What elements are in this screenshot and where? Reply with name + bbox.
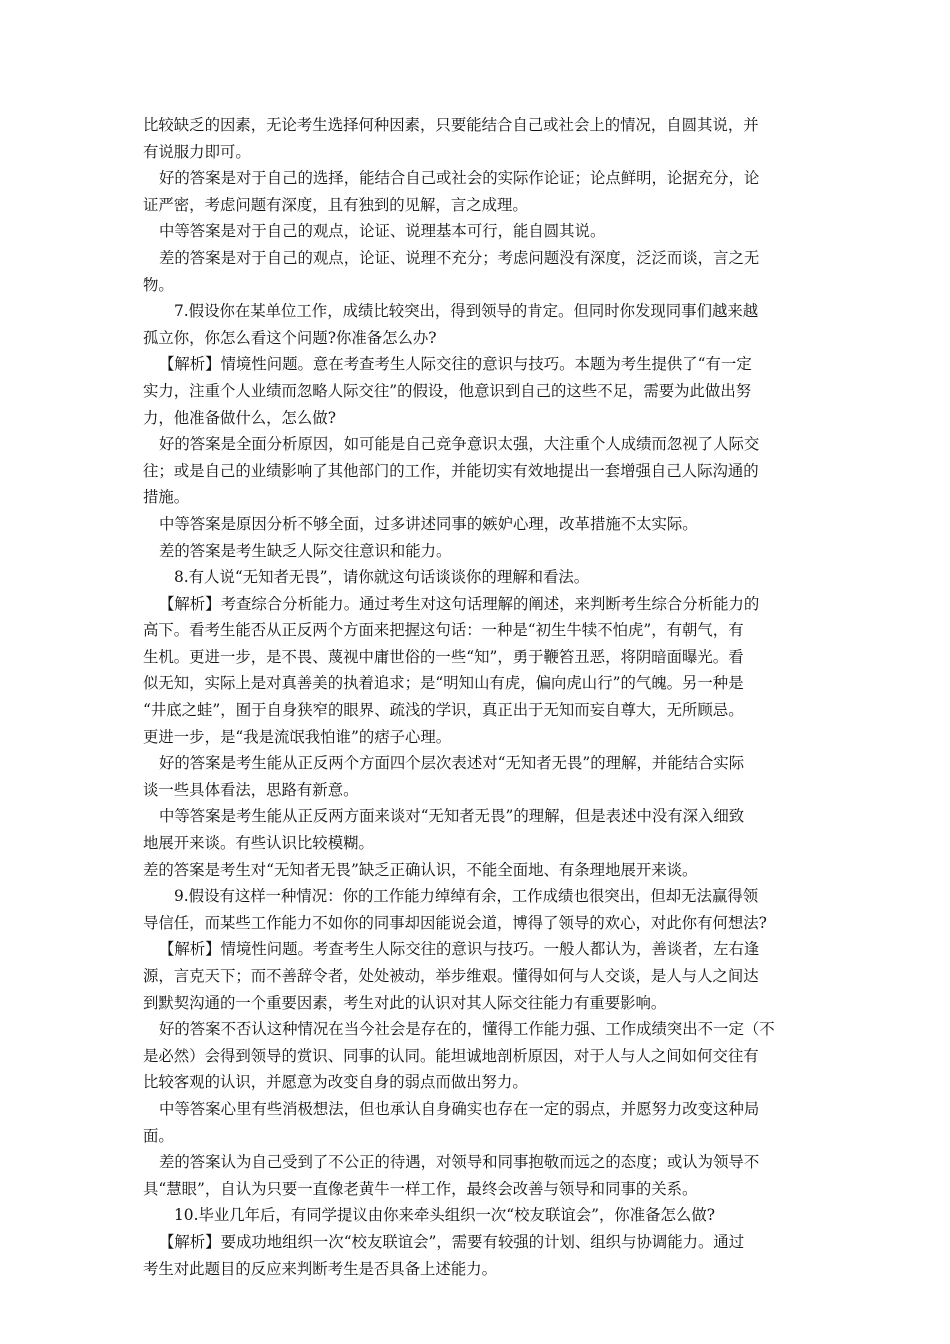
text-line: 生机。更进一步，是不畏、蔑视中庸世俗的一些“知”，勇于鞭笞丑恶，将阴暗面曝光。看 xyxy=(143,647,744,666)
text-line: 高下。看考生能否从正反两个方面来把握这句话：一种是“初生牛犊不怕虎”，有朝气，有 xyxy=(143,621,744,640)
text-line: 到默契沟通的一个重要因素，考生对此的认识对其人际交往能力有重要影响。 xyxy=(143,993,667,1012)
text-line: 好的答案不否认这种情况在当今社会是存在的，懂得工作能力强、工作成绩突出不一定（不 xyxy=(159,1020,775,1039)
text-line: 力，他准备做什么，怎么做? xyxy=(143,408,336,427)
text-line: 差的答案是对于自己的观点，论证、说理不充分；考虑问题没有深度，泛泛而谈，言之无 xyxy=(159,248,760,267)
text-line: 谈一些具体看法，思路有新意。 xyxy=(143,780,359,799)
text-line: 孤立你，你怎么看这个问题?你准备怎么办? xyxy=(143,328,437,347)
text-line: 比较缺乏的因素，无论考生选择何种因素，只要能结合自己或社会上的情况，自圆其说，并 xyxy=(143,116,759,134)
text-line: 10.毕业几年后，有同学提议由你来牵头组织一次“校友联谊会”，你准备怎么做? xyxy=(174,1206,715,1225)
text-line: 差的答案认为自己受到了不公正的待遇，对领导和同事抱敬而远之的态度；或认为领导不 xyxy=(159,1153,760,1172)
text-line: “井底之蛙”，囿于自身狭窄的眼界、疏浅的学识，真正出于无知而妄自尊大，无所顾忌。 xyxy=(143,701,744,720)
text-line: 8.有人说“无知者无畏”，请你就这句话谈谈你的理解和看法。 xyxy=(174,568,590,587)
text-line: 有说服力即可。 xyxy=(143,142,251,161)
text-line: 物。 xyxy=(143,275,174,294)
text-line: 好的答案是对于自己的选择，能结合自己或社会的实际作论证；论点鲜明，论据充分，论 xyxy=(159,169,760,188)
text-line: 【解析】考查综合分析能力。通过考生对这句话理解的阐述，来判断考生综合分析能力的 xyxy=(159,594,760,613)
text-line: 源，言克天下；而不善辞令者，处处被动，举步维艰。懂得如何与人交谈，是人与人之间达 xyxy=(143,967,759,985)
text-line: 证严密，考虑问题有深度，且有独到的见解，言之成理。 xyxy=(143,195,528,214)
text-line: 【解析】要成功地组织一次“校友联谊会”，需要有较强的计划、组织与协调能力。通过 xyxy=(159,1232,745,1251)
text-line: 似无知，实际上是对真善美的执着追求；是“明知山有虎，偏向虎山行”的气魄。另一种是 xyxy=(143,674,744,693)
text-line: 7.假设你在某单位工作，成绩比较突出，得到领导的肯定。但同时你发现同事们越来越 xyxy=(174,302,759,321)
text-line: 中等答案心里有些消极想法，但也承认自身确实也存在一定的弱点，并愿努力改变这种局 xyxy=(159,1099,760,1118)
text-line: 面。 xyxy=(143,1126,174,1145)
text-line: 地展开来谈。有些认识比较模糊。 xyxy=(143,834,374,853)
text-line: 好的答案是考生能从正反两个方面四个层次表述对“无知者无畏”的理解，并能结合实际 xyxy=(159,754,745,773)
text-line: 差的答案是考生缺乏人际交往意识和能力。 xyxy=(159,541,452,560)
text-line: 比较客观的认识，并愿意为改变自身的弱点而做出努力。 xyxy=(143,1073,528,1092)
text-line: 9.假设有这样一种情况：你的工作能力绰绰有余，工作成绩也很突出，但却无法赢得领 xyxy=(174,887,759,906)
text-line: 中等答案是对于自己的观点，论证、说理基本可行，能自圆其说。 xyxy=(159,222,606,241)
text-line: 考生对此题目的反应来判断考生是否具备上述能力。 xyxy=(143,1259,497,1278)
document-page xyxy=(143,112,808,1282)
text-line: 中等答案是原因分析不够全面，过多讲述同事的嫉妒心理，改革措施不太实际。 xyxy=(159,514,698,533)
text-line: 差的答案是考生对“无知者无畏”缺乏正确认识，不能全面地、有条理地展开来谈。 xyxy=(143,860,698,879)
text-line: 导信任，而某些工作能力不如你的同事却因能说会道，博得了领导的欢心，对此你有何想法? xyxy=(143,913,767,932)
text-line: 【解析】情境性问题。意在考查考生人际交往的意识与技巧。本题为考生提供了“有一定 xyxy=(159,355,752,374)
text-line: 【解析】情境性问题。考查考生人际交往的意识与技巧。一般人都认为，善谈者，左右逢 xyxy=(159,940,760,959)
text-line: 具“慧眼”，自认为只要一直像老黄牛一样工作，最终会改善与领导和同事的关系。 xyxy=(143,1179,698,1198)
text-line: 往；或是自己的业绩影响了其他部门的工作，并能切实有效地提出一套增强自己人际沟通的 xyxy=(143,461,759,480)
text-line: 更进一步，是“我是流氓我怕谁”的痞子心理。 xyxy=(143,727,452,746)
text-line: 措施。 xyxy=(143,488,190,507)
text-line: 是必然）会得到领导的赏识、同事的认同。能坦诚地剖析原因，对于人与人之间如何交往有 xyxy=(143,1046,759,1065)
text-line: 实力，注重个人业绩而忽略人际交往”的假设，他意识到自己的这些不足，需要为此做出努 xyxy=(143,381,752,400)
text-line: 好的答案是全面分析原因，如可能是自己竞争意识太强，大注重个人成绩而忽视了人际交 xyxy=(159,435,760,454)
text-line: 中等答案是考生能从正反两方面来谈对“无知者无畏”的理解，但是表述中没有深入细致 xyxy=(159,807,745,826)
